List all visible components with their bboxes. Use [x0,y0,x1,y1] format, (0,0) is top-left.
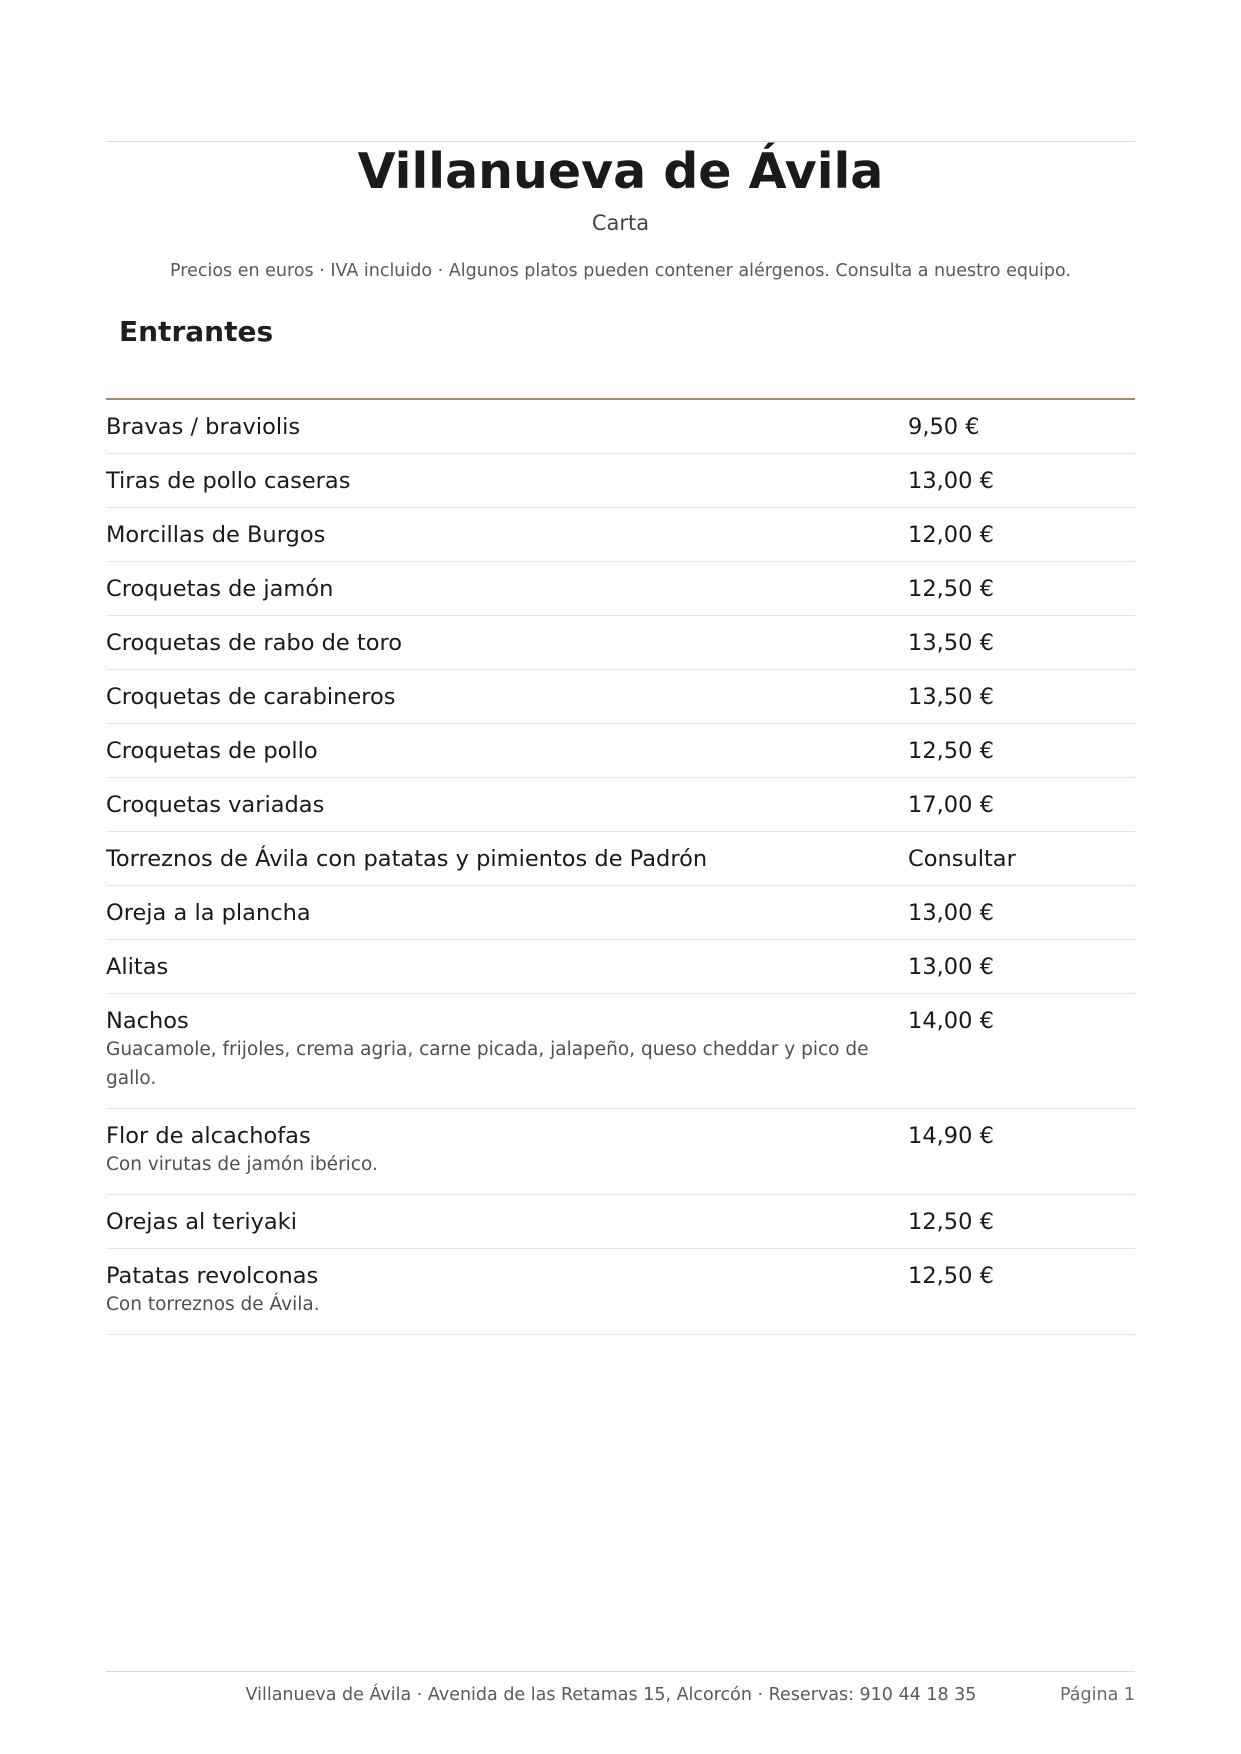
dish-name: Croquetas de carabineros [106,684,396,710]
menu-item-row [106,994,1135,1109]
dish-price: 13,00 € [908,954,994,980]
dish-cell [106,1209,908,1233]
menu-item-row [106,508,1135,562]
dish-price: Consultar [908,846,1016,872]
dish-cell [106,576,908,600]
dish-name: Morcillas de Burgos [106,522,326,548]
dish-price: 14,90 € [908,1123,994,1149]
dish-name: Oreja a la plancha [106,900,311,926]
footer-divider [106,1671,1135,1672]
dish-name: Croquetas de rabo de toro [106,630,403,656]
section-title: Entrantes [119,315,274,348]
menu-item-row [106,400,1135,454]
dish-description: Guacamole, frijoles, crema agria, carne picada, jalapeño, queso cheddar y pico de gallo. [106,1039,869,1089]
dish-price: 12,00 € [908,522,994,548]
dish-price: 12,50 € [908,1209,994,1235]
dish-description: Con virutas de jamón ibérico. [106,1154,378,1175]
menu-item-row [106,886,1135,940]
footer-info: Villanueva de Ávila · Avenida de las Retamas 15, Alcorcón · Reservas: 910 44 18 35 [245,1685,977,1705]
menu-item-row [106,616,1135,670]
dish-name: Bravas / braviolis [106,414,301,440]
dish-price: 13,00 € [908,900,994,926]
dish-price: 12,50 € [908,576,994,602]
price-notice: Precios en euros · IVA incluido · Algunos platos pueden contener alérgenos. Consulta a nuestro equipo. [170,261,1071,281]
dish-cell [106,684,908,708]
dish-name: Flor de alcachofas [106,1123,311,1149]
dish-price: 17,00 € [908,792,994,818]
dish-name: Torreznos de Ávila con patatas y pimientos de Padrón [106,846,708,872]
dish-cell [106,414,908,438]
dish-cell [106,846,908,870]
dish-price: 12,50 € [908,738,994,764]
dish-cell [106,1263,908,1319]
menu-item-row [106,778,1135,832]
menu-table [106,398,1135,1335]
dish-name: Orejas al teriyaki [106,1209,297,1235]
menu-item-row [106,1195,1135,1249]
dish-cell [106,630,908,654]
menu-item-row [106,1109,1135,1195]
dish-name: Alitas [106,954,169,980]
dish-description: Con torreznos de Ávila. [106,1294,320,1315]
dish-price: 13,50 € [908,684,994,710]
dish-price: 9,50 € [908,414,980,440]
page-subtitle: Carta [591,211,650,235]
dish-price: 12,50 € [908,1263,994,1289]
dish-cell [106,900,908,924]
menu-item-row [106,454,1135,508]
menu-item-row [106,940,1135,994]
dish-name: Croquetas de pollo [106,738,318,764]
dish-price: 14,00 € [908,1008,994,1034]
dish-cell [106,954,908,978]
dish-cell [106,1008,908,1093]
dish-name: Nachos [106,1008,189,1034]
dish-price: 13,00 € [908,468,994,494]
dish-cell [106,1123,908,1179]
dish-name: Patatas revolconas [106,1263,319,1289]
dish-name: Croquetas variadas [106,792,325,818]
menu-item-row [106,562,1135,616]
dish-price: 13,50 € [908,630,994,656]
dish-name: Tiras de pollo caseras [106,468,351,494]
page-title: Villanueva de Ávila [357,143,884,200]
dish-cell [106,792,908,816]
page-number: Página 1 [1060,1685,1135,1705]
dish-cell [106,468,908,492]
menu-item-row [106,724,1135,778]
dish-cell [106,738,908,762]
menu-item-row [106,832,1135,886]
dish-name: Croquetas de jamón [106,576,334,602]
menu-item-row [106,670,1135,724]
dish-cell [106,522,908,546]
menu-item-row [106,1249,1135,1335]
